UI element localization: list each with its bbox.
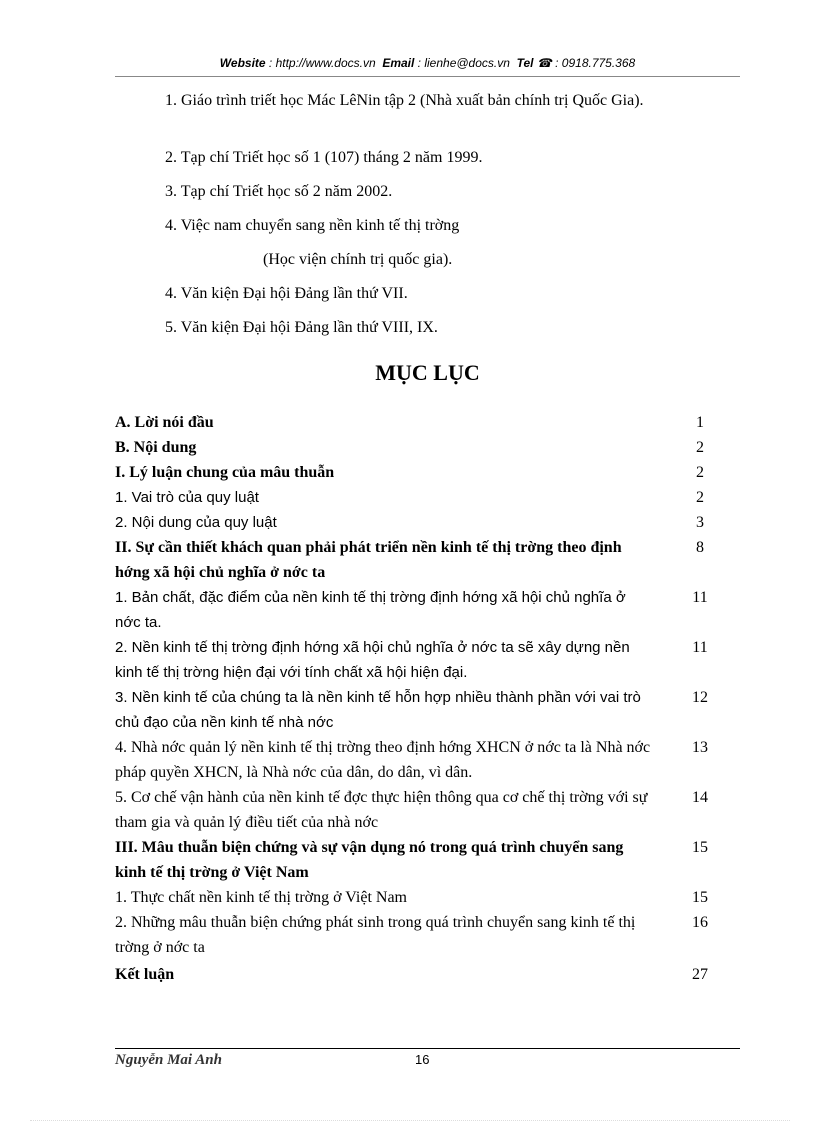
toc-entry-text: 1. Bản chất, đặc điểm của nền kinh tế thị trờng định hớng xã hội chủ nghĩa ở nớc ta. <box>115 589 626 631</box>
toc-entry[interactable] <box>115 735 715 785</box>
footer-author: Nguyễn Mai Anh <box>115 1052 222 1068</box>
toc-entry[interactable] <box>115 435 715 460</box>
toc-entry-text: 1. Thực chất nền kinh tế thị trờng ở Việt Nam <box>115 889 407 906</box>
toc-entry-text: II. Sự cần thiết khách quan phải phát triển nền kinh tế thị trờng theo định hớng xã hội chủ nghĩa ở nớc ta <box>115 539 622 581</box>
website-label: Website <box>219 56 266 70</box>
email-label: Email <box>382 56 415 70</box>
page-number: 16 <box>415 1052 430 1067</box>
reference-item: 5. Văn kiện Đại hội Đảng lần thứ VIII, IX. <box>165 319 438 336</box>
toc-entry-page: 1 <box>696 414 704 431</box>
toc-entry[interactable] <box>115 460 715 485</box>
toc-entry[interactable] <box>115 685 715 735</box>
toc-entry-page: 16 <box>692 914 708 931</box>
toc-entry[interactable] <box>115 962 715 987</box>
page-edge-divider <box>30 1120 790 1121</box>
toc-entry-text: Kết luận <box>115 966 175 983</box>
toc-entry-text: 2. Những mâu thuẫn biện chứng phát sinh trong quá trình chuyển sang kinh tế thị trờng ở nớc ta <box>115 914 636 956</box>
toc-entry-text: III. Mâu thuẫn biện chứng và sự vận dụng nó trong quá trình chuyển sang kinh tế thị trờng ở Việt Nam <box>115 839 624 881</box>
toc-entry[interactable] <box>115 635 715 685</box>
table-of-contents <box>115 410 715 987</box>
toc-entry-text: I. Lý luận chung của mâu thuẫn <box>115 464 335 481</box>
toc-entry[interactable] <box>115 485 715 510</box>
reference-item: 4. Việc nam chuyển sang nền kinh tế thị trờng <box>165 217 460 234</box>
toc-entry-page: 2 <box>696 464 704 481</box>
toc-entry-page: 11 <box>692 589 708 606</box>
tel-label: Tel <box>516 56 534 70</box>
toc-entry-text: 4. Nhà nớc quản lý nền kinh tế thị trờng theo định hớng XHCN ở nớc ta là Nhà nớc pháp quyền XHCN, là Nhà nớc của dân, do dân, vì dân. <box>115 739 651 781</box>
toc-entry-text: 1. Vai trò của quy luật <box>115 489 259 506</box>
toc-entry-text: A. Lời nói đầu <box>115 414 214 431</box>
reference-item: (Học viện chính trị quốc gia). <box>263 251 453 268</box>
toc-entry-page: 15 <box>692 889 708 906</box>
toc-entry[interactable] <box>115 585 715 635</box>
email-value[interactable]: : lienhe@docs.vn <box>417 56 510 70</box>
toc-entry[interactable] <box>115 410 715 435</box>
reference-item: 1. Giáo trình triết học Mác LêNin tập 2 (Nhà xuất bản chính trị Quốc Gia). <box>165 92 644 109</box>
toc-entry-page: 12 <box>692 689 708 706</box>
toc-entry-page: 15 <box>692 839 708 856</box>
toc-entry-text: B. Nội dung <box>115 439 197 456</box>
toc-entry-page: 2 <box>696 489 704 506</box>
toc-entry-page: 3 <box>696 514 704 531</box>
toc-entry-page: 27 <box>692 966 708 983</box>
toc-entry[interactable] <box>115 785 715 835</box>
reference-item: 4. Văn kiện Đại hội Đảng lần thứ VII. <box>165 285 408 302</box>
tel-value: : 0918.775.368 <box>555 56 636 70</box>
page-title: MỤC LỤC <box>375 360 480 385</box>
toc-entry[interactable] <box>115 510 715 535</box>
toc-entry-text: 3. Nền kinh tế của chúng ta là nền kinh tế hỗn hợp nhiều thành phần với vai trò chủ đạo của nền kinh tế nhà nớc <box>115 689 641 731</box>
toc-entry-page: 11 <box>692 639 708 656</box>
footer-divider <box>115 1048 740 1049</box>
website-value[interactable]: : http://www.docs.vn <box>268 56 376 70</box>
toc-entry[interactable] <box>115 910 715 960</box>
reference-item: 3. Tạp chí Triết học số 2 năm 2002. <box>165 183 393 200</box>
toc-entry-text: 2. Nền kinh tế thị trờng định hớng xã hội chủ nghĩa ở nớc ta sẽ xây dựng nền kinh tế thị trờng hiện đại với tính chất xã hội hiện đại. <box>115 639 630 681</box>
toc-entry-text: 2. Nội dung của quy luật <box>115 514 277 531</box>
reference-item: 2. Tạp chí Triết học số 1 (107) tháng 2 năm 1999. <box>165 149 483 166</box>
page-header <box>115 56 740 77</box>
phone-icon: ☎ <box>536 56 552 70</box>
toc-entry[interactable] <box>115 835 715 885</box>
toc-entry-page: 8 <box>696 539 704 556</box>
toc-entry[interactable] <box>115 885 715 910</box>
toc-entry-page: 2 <box>696 439 704 456</box>
toc-entry-page: 13 <box>692 739 708 756</box>
toc-entry-text: 5. Cơ chế vận hành của nền kinh tế đợc thực hiện thông qua cơ chế thị trờng với sự tham gia và quản lý điều tiết của nhà nớc <box>115 789 648 831</box>
toc-entry-page: 14 <box>692 789 708 806</box>
toc-entry[interactable] <box>115 535 715 585</box>
